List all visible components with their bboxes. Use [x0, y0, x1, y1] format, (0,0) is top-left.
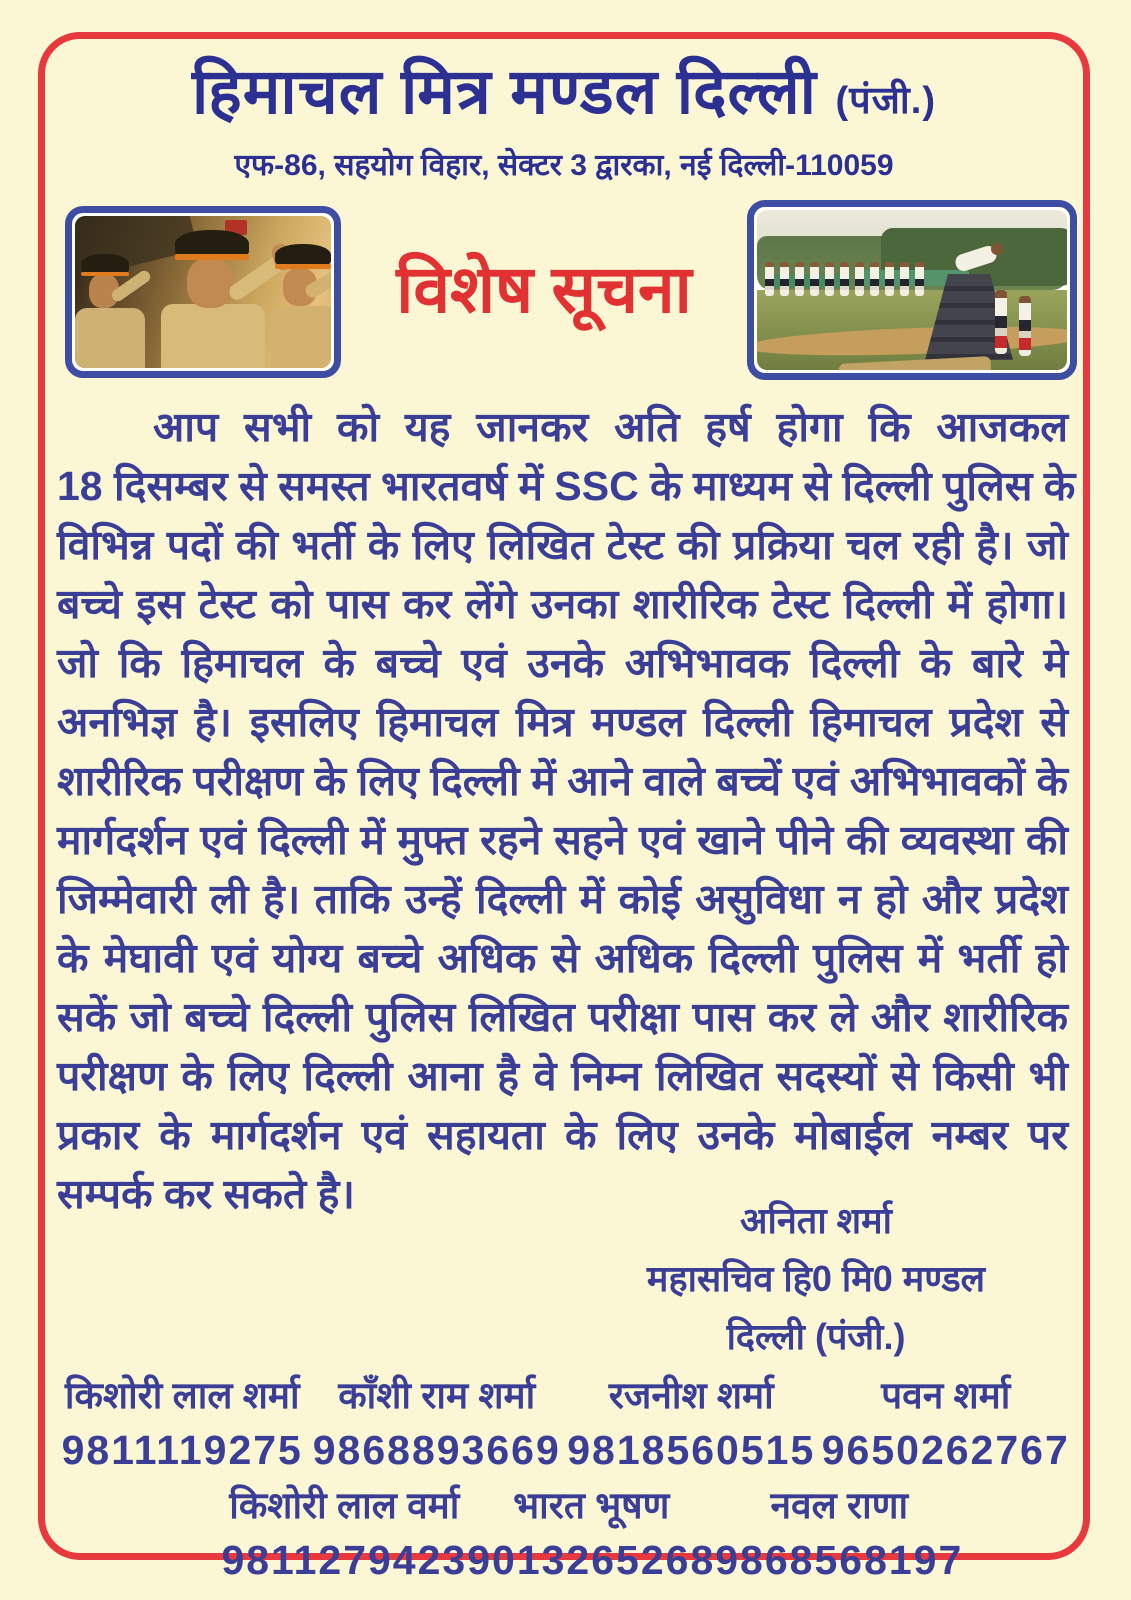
body-line: 18 दिसम्बर से समस्त भारतवर्ष में SSC के माध्यम से दिल्ली पुलिस के [57, 463, 1076, 509]
training-photo-scene [757, 210, 1067, 370]
signatory-name: अनिता शर्मा [740, 1200, 892, 1241]
photo-row [45, 200, 1083, 382]
contact-name: नवल राणा [770, 1485, 909, 1526]
body-line: शारीरिक परीक्षण के लिए दिल्ली में आने वाले बच्चें एवं अभिभावकों के [57, 758, 1068, 804]
signatory-designation: महासचिव हि0 मि0 मण्डल [646, 1258, 986, 1299]
officer-torso [161, 304, 265, 368]
cadet-figure [900, 262, 909, 296]
body-line: सकें जो बच्चे दिल्ली पुलिस लिखित परीक्षा पास कर ले और शारीरिक [57, 994, 1068, 1040]
cadet-figure [825, 262, 834, 296]
officer-torso [271, 306, 331, 368]
officer-face [187, 258, 233, 308]
contact-person [467, 1478, 715, 1586]
body-line: के मेघावी एवं योग्य बच्चे अधिक से अधिक दिल्ली पुलिस में भर्ती हो [57, 935, 1068, 981]
body-line: अनभिज्ञ है। इसलिए हिमाचल मित्र मण्डल दिल्ली हिमाचल प्रदेश से [57, 699, 1068, 745]
contacts-row-2 [221, 1478, 964, 1586]
cadet-figure [855, 262, 864, 296]
signatory-org: दिल्ली (पंजी.) [726, 1316, 906, 1357]
cadet-figure [840, 262, 849, 296]
notice-body [45, 398, 1083, 1224]
contact-name: किशोरी लाल वर्मा [229, 1485, 460, 1526]
body-line: मार्गदर्शन एवं दिल्ली में मुफ्त रहने सहने एवं खाने पीने की व्यवस्था की [57, 817, 1068, 863]
police-photo-scene [75, 216, 331, 368]
officer-torso [75, 308, 145, 368]
signature-block [601, 1192, 1031, 1366]
runner-figure [995, 290, 1007, 354]
contact-name: किशोरी लाल शर्मा [64, 1375, 300, 1416]
contact-phone: 9013265268 [467, 1537, 716, 1583]
body-line: जो कि हिमाचल के बच्चे एवं उनके अभिभावक दिल्ली के बारे मे [57, 640, 1068, 686]
body-line: बच्चे इस टेस्ट को पास कर लेंगे उनका शारीरिक टेस्ट दिल्ली में होगा। [57, 581, 1068, 627]
cadet-figure [885, 262, 894, 296]
contact-person [819, 1368, 1074, 1476]
cadet-figure [915, 262, 924, 296]
contact-person [310, 1368, 565, 1476]
cadet-figure [810, 262, 819, 296]
contact-name: काँशी राम शर्मा [338, 1375, 536, 1416]
jumper-figure-head [991, 243, 1003, 255]
contact-phone: 9650262767 [821, 1427, 1070, 1473]
cadet-figure [780, 262, 789, 296]
org-address: एफ-86, सहयोग विहार, सेक्टर 3 द्वारका, नई दिल्ली-110059 [234, 149, 894, 182]
contact-phone: 9868568197 [715, 1537, 964, 1583]
contact-person [55, 1368, 310, 1476]
org-title [45, 51, 1083, 142]
contacts-row-1 [45, 1368, 1083, 1476]
body-line: जिम्मेवारी ली है। ताकि उन्हें दिल्ली में कोई असुविधा न हो और प्रदेश [57, 876, 1068, 922]
body-line: प्रकार के मार्गदर्शन एवं सहायता के लिए उनके मोबाईल नम्बर पर [57, 1112, 1068, 1158]
contact-person [564, 1368, 819, 1476]
officer-cap-band [275, 264, 331, 269]
cadet-figure [795, 262, 804, 296]
training-ground-photo [747, 200, 1077, 380]
runner-figure [1019, 296, 1031, 356]
contact-phone: 9818560515 [567, 1427, 816, 1473]
body-line: विभिन्न पदों की भर्ती के लिए लिखित टेस्ट की प्रक्रिया चल रही है। जो [57, 522, 1068, 568]
org-title-suffix: (पंजी.) [835, 80, 936, 122]
body-line: परीक्षण के लिए दिल्ली आना है वे निम्न लिखित सदस्यों से किसी भी [57, 1053, 1068, 1099]
notice-heading: विशेष सूचना [396, 252, 692, 326]
officer-cap-band [81, 272, 129, 276]
cadet-figure [870, 262, 879, 296]
contact-name: रजनीश शर्मा [608, 1375, 774, 1416]
contact-person [715, 1478, 963, 1586]
contact-name: पवन शर्मा [881, 1375, 1011, 1416]
poster-border-frame [38, 32, 1090, 1583]
police-salute-photo [65, 206, 341, 378]
cadet-line [765, 262, 924, 296]
contact-phone: 9811119275 [61, 1427, 303, 1473]
officer-cap-band [175, 254, 249, 260]
contact-person [221, 1478, 467, 1586]
contact-phone: 9811279423 [221, 1537, 468, 1583]
body-line: सम्पर्क कर सकते है। [57, 1171, 355, 1217]
body-line: आप सभी को यह जानकर अति हर्ष होगा कि आजकल [153, 404, 1068, 450]
contact-phone: 9868893669 [312, 1427, 561, 1473]
org-title-text: हिमाचल मित्र मण्डल दिल्ली [191, 57, 817, 127]
cadet-figure [765, 262, 774, 296]
contact-name: भारत भूषण [513, 1485, 670, 1526]
